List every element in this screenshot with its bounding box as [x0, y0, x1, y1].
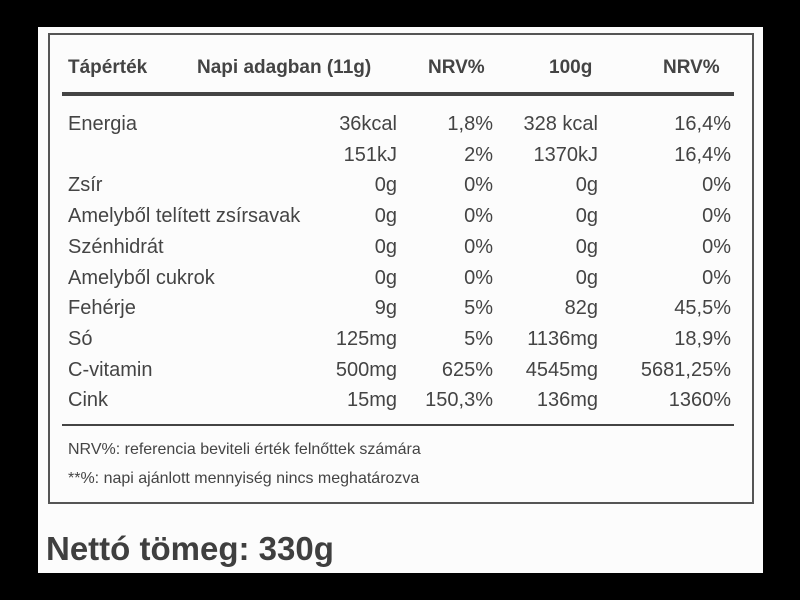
cell-nrv-serving: 625%	[441, 358, 493, 381]
cell-serving: 500mg	[335, 358, 397, 381]
header-nrv-serving: NRV%	[428, 57, 485, 78]
cell-per100: 82g	[564, 297, 598, 320]
cell-nrv-100: 0%	[702, 235, 731, 258]
cell-name: Só	[68, 327, 93, 350]
cell-per100: 1370kJ	[533, 143, 598, 166]
header-divider	[62, 92, 734, 96]
cell-nrv-serving: 0%	[464, 174, 493, 197]
cell-nrv-serving: 2%	[464, 143, 493, 166]
cell-per100: 4545mg	[525, 358, 598, 381]
header-per-100g: 100g	[549, 57, 593, 78]
cell-per100: 0g	[575, 174, 598, 197]
cell-nrv-100: 0%	[702, 174, 731, 197]
cell-serving: 0g	[374, 205, 397, 228]
cell-nrv-serving: 150,3%	[425, 389, 493, 412]
cell-nrv-serving: 5%	[464, 327, 493, 350]
cell-per100: 328 kcal	[523, 113, 598, 135]
notes-divider	[62, 424, 734, 426]
cell-nrv-100: 16,4%	[674, 113, 731, 135]
cell-nrv-100: 45,5%	[674, 297, 731, 320]
note-nrv: NRV%: referencia beviteli érték felnőttek számára	[68, 441, 421, 458]
cell-per100: 0g	[575, 235, 598, 258]
cell-nrv-100: 0%	[702, 266, 731, 289]
cell-nrv-100: 1360%	[668, 389, 731, 412]
cell-name: Fehérje	[68, 297, 136, 320]
cell-per100: 136mg	[536, 389, 598, 412]
cell-name: Amelyből telített zsírsavak	[68, 205, 301, 228]
cell-serving: 36kcal	[339, 113, 397, 135]
cell-name: Cink	[68, 389, 109, 412]
cell-nrv-100: 0%	[702, 205, 731, 228]
cell-nrv-serving: 0%	[464, 235, 493, 258]
cell-nrv-serving: 1,8%	[447, 113, 493, 135]
header-per-serving: Napi adagban (11g)	[197, 57, 372, 78]
cell-per100: 0g	[575, 205, 598, 228]
cell-nrv-100: 16,4%	[674, 143, 731, 166]
cell-nrv-serving: 0%	[464, 266, 493, 289]
cell-name: Energia	[68, 113, 137, 135]
cell-name: C-vitamin	[68, 358, 153, 381]
cell-serving: 15mg	[346, 389, 397, 412]
cell-serving: 125mg	[335, 327, 397, 350]
cell-serving: 0g	[374, 266, 397, 289]
cell-serving: 151kJ	[343, 143, 397, 166]
cell-nrv-100: 5681,25%	[640, 358, 731, 381]
cell-per100: 0g	[575, 266, 598, 289]
cell-per100: 1136mg	[527, 327, 598, 350]
cell-nrv-serving: 5%	[464, 297, 493, 320]
cell-name: Amelyből cukrok	[68, 266, 215, 289]
cell-serving: 0g	[374, 235, 397, 258]
header-nutrient: Tápérték	[68, 57, 148, 78]
cell-name: Szénhidrát	[68, 235, 164, 258]
cell-nrv-100: 18,9%	[674, 327, 731, 350]
cell-serving: 9g	[374, 297, 397, 320]
cell-nrv-serving: 0%	[464, 205, 493, 228]
cell-name: Zsír	[68, 174, 103, 197]
header-nrv-100g: NRV%	[663, 57, 720, 78]
net-weight: Nettó tömeg: 330g	[46, 530, 334, 567]
cell-serving: 0g	[374, 174, 397, 197]
note-unspecified: **%: napi ajánlott mennyiség nincs meghatározva	[68, 470, 420, 487]
